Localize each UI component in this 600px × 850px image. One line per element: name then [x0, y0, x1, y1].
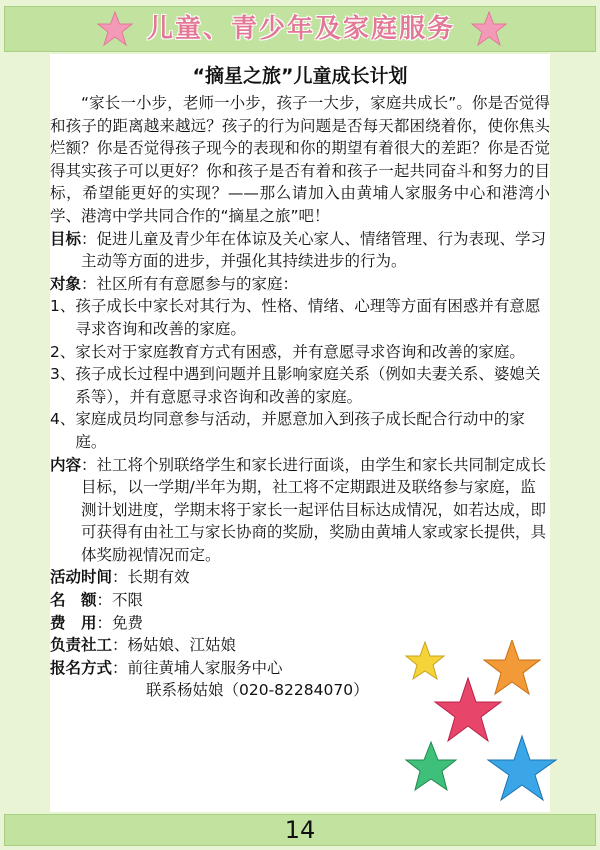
- detail-fee: [50, 612, 550, 635]
- pink-star-icon: [471, 11, 507, 47]
- list-number: 3、: [50, 365, 76, 384]
- list-number: 4、: [50, 410, 76, 429]
- detail-label: 活动时间: [50, 568, 113, 587]
- red-star-icon: [435, 678, 501, 741]
- list-number: 1、: [50, 297, 76, 316]
- detail-value: ：长期有效: [112, 568, 190, 587]
- detail-value: ：杨姑娘、江姑娘: [112, 636, 237, 655]
- list-item: [50, 341, 550, 364]
- list-item: [50, 363, 550, 408]
- content-label: 内容: [50, 455, 82, 474]
- header-banner: [4, 6, 596, 52]
- list-text: 家庭成员均同意参与活动，并愿意加入到孩子成长配合行动中的家庭。: [75, 410, 525, 451]
- footer: [4, 814, 596, 846]
- detail-value: ：免费: [96, 613, 144, 632]
- list-text: 家长对于家庭教育方式有困惑，并有意愿寻求咨询和改善的家庭。: [75, 342, 525, 361]
- green-star-icon: [406, 742, 456, 790]
- detail-label: 负责社工: [50, 636, 113, 655]
- list-text: 孩子成长中家长对其行为、性格、情绪、心理等方面有困惑并有意愿寻求咨询和改善的家庭。: [75, 297, 541, 338]
- contact-line: 联系杨姑娘（020-82284070）: [146, 681, 369, 700]
- goal-label: 目标: [50, 229, 82, 248]
- list-number: 2、: [50, 342, 76, 361]
- detail-label: 报名方式: [50, 658, 113, 677]
- detail-label: 名 额: [50, 591, 97, 610]
- document-body: [50, 62, 550, 702]
- goal-text: ：促进儿童及青少年在体谅及关心家人、情绪管理、行为表现、学习主动等方面的进步，并强化其持续进步的行为。: [81, 229, 547, 271]
- list-item: [50, 408, 550, 453]
- document-title: “摘星之旅”儿童成长计划: [192, 65, 408, 87]
- page-number: 14: [284, 816, 316, 844]
- list-item: [50, 295, 550, 340]
- detail-value: ：前往黄埔人家服务中心: [112, 658, 283, 677]
- intro-paragraph: “家长一小步，老师一小步，孩子一大步，家庭共成长”。你是否觉得和孩子的距离越来越远？孩子的行为问题是否每天都困绕着你，使你焦头烂额？你是否觉得孩子现今的表现和你的期望有着很大的差距？你是否觉得其实孩子可以更好？你和孩子是否有着和孩子一起共同奋斗和努力的目标，希望能更好的实现？——那么请加入由黄埔人家服务中心和港湾小学、港湾中学共同合作的“摘星之旅”吧！: [50, 94, 550, 225]
- decorative-stars: [400, 640, 560, 810]
- content-section: [50, 454, 550, 567]
- detail-time: [50, 566, 550, 589]
- detail-quota: [50, 589, 550, 612]
- goal-section: [50, 228, 550, 273]
- list-text: 孩子成长过程中遇到问题并且影响家庭关系（例如夫妻关系、婆媳关系等），并有意愿寻求咨询和改善的家庭。: [75, 365, 541, 406]
- header-title: 儿童、青少年及家庭服务: [146, 14, 455, 44]
- detail-value: ：不限: [96, 591, 144, 610]
- content-text: ：社工将个别联络学生和家长进行面谈，由学生和家长共同制定成长目标，以一学期/半年为期，社工将不定期跟进及联络参与家庭，监测计划进度，学期末将于家长一起评估目标达成情况，如若达成，即可获得有由社工与家长协商的奖励，奖励由黄埔人家或家长提供，具体奖励视情况而定。: [81, 455, 547, 564]
- target-section: [50, 273, 550, 296]
- target-text: ：社区所有有意愿参与的家庭：: [81, 274, 299, 293]
- detail-label: 费 用: [50, 613, 97, 632]
- target-label: 对象: [50, 274, 82, 293]
- yellow-star-icon: [406, 642, 444, 679]
- blue-star-icon: [488, 736, 556, 800]
- orange-star-icon: [484, 640, 540, 694]
